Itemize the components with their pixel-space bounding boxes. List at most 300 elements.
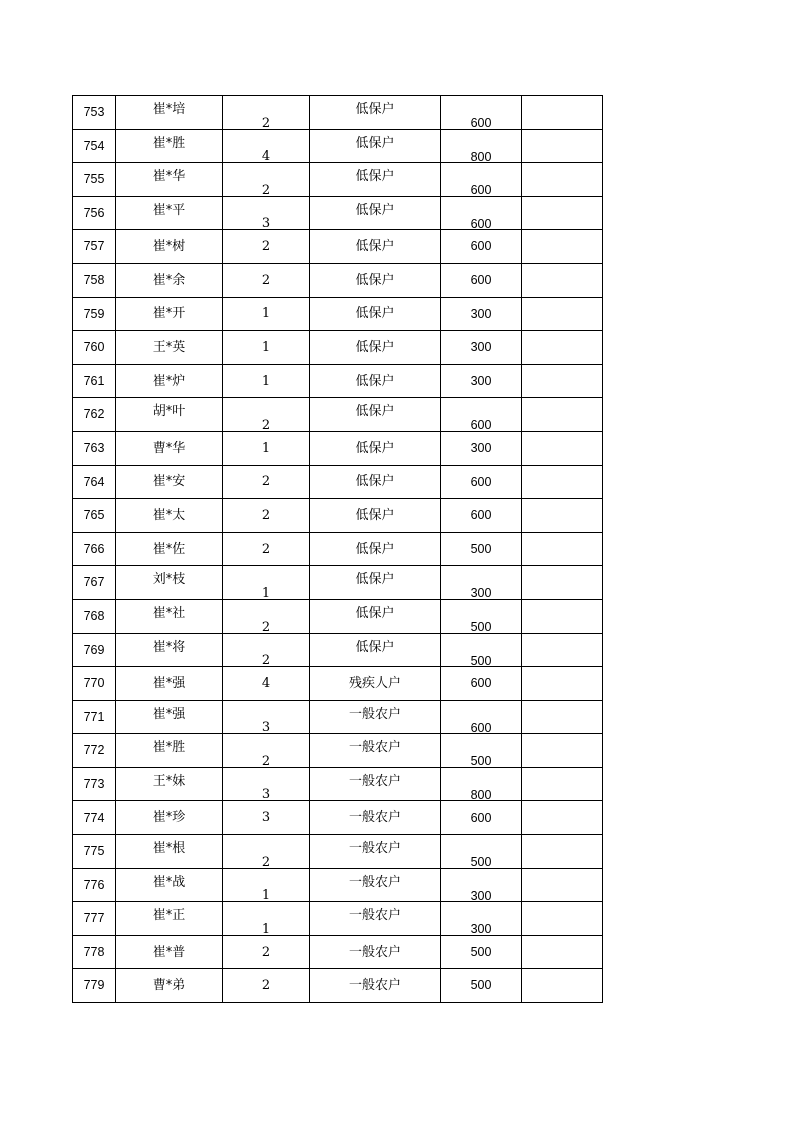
amount-cell-text: 800 (470, 149, 492, 163)
household-size-cell-text: 1 (261, 585, 271, 600)
household-type-cell (310, 566, 441, 600)
name-cell (116, 331, 223, 365)
amount-cell-text: 500 (470, 855, 492, 869)
household-size-cell-text: 1 (261, 373, 271, 389)
row-number-cell-text: 769 (83, 642, 105, 657)
table-row (73, 263, 603, 297)
name-cell-text: 崔*开 (152, 306, 186, 322)
row-number-cell (73, 734, 116, 768)
name-cell-text: 王*妹 (152, 773, 186, 789)
household-size-cell (223, 734, 310, 768)
household-size-cell (223, 599, 310, 633)
household-type-cell-text: 低保户 (355, 639, 395, 655)
amount-cell-text: 300 (470, 922, 492, 936)
row-number-cell (73, 633, 116, 667)
household-type-cell (310, 398, 441, 432)
row-number-cell-text: 766 (83, 541, 105, 556)
household-size-cell-text: 1 (261, 306, 271, 322)
amount-cell (441, 969, 522, 1003)
name-cell-text: 崔*战 (152, 874, 186, 890)
household-size-cell (223, 667, 310, 701)
amount-cell-text: 300 (470, 888, 492, 902)
name-cell (116, 96, 223, 130)
household-type-cell-text: 一般农户 (348, 908, 401, 924)
household-size-cell (223, 398, 310, 432)
name-cell-text: 王*英 (152, 339, 186, 355)
row-number-cell-text: 757 (83, 239, 105, 254)
household-size-cell-text: 2 (261, 182, 271, 197)
amount-cell-text: 500 (470, 653, 492, 667)
name-cell (116, 868, 223, 902)
household-type-cell-text: 低保户 (355, 474, 395, 490)
table-row (73, 767, 603, 801)
table-row (73, 465, 603, 499)
row-number-cell-text: 773 (83, 776, 105, 791)
household-size-cell-text: 1 (261, 339, 271, 355)
household-type-cell (310, 633, 441, 667)
household-size-cell (223, 767, 310, 801)
name-cell-text: 崔*珍 (152, 810, 186, 826)
household-type-cell-text: 低保户 (355, 440, 395, 456)
household-size-cell-text: 1 (261, 440, 271, 456)
amount-cell-text: 600 (470, 183, 492, 197)
amount-cell (441, 767, 522, 801)
household-size-cell (223, 96, 310, 130)
amount-cell-text: 300 (470, 586, 492, 600)
amount-cell (441, 700, 522, 734)
household-type-cell-text: 残疾人户 (348, 675, 401, 691)
table-row (73, 230, 603, 264)
table-row (73, 297, 603, 331)
household-size-cell-text: 2 (261, 239, 271, 255)
name-cell-text: 崔*佐 (152, 541, 186, 557)
name-cell-text: 崔*普 (152, 944, 186, 960)
table-row (73, 902, 603, 936)
row-number-cell (73, 364, 116, 398)
amount-cell-text: 600 (470, 474, 492, 489)
row-number-cell-text: 759 (83, 306, 105, 321)
household-type-cell (310, 331, 441, 365)
table-row (73, 734, 603, 768)
table-row (73, 398, 603, 432)
row-number-cell-text: 772 (83, 743, 105, 758)
amount-cell (441, 566, 522, 600)
household-size-cell (223, 196, 310, 230)
household-size-cell-text: 3 (261, 720, 271, 734)
table-row (73, 364, 603, 398)
household-size-cell (223, 297, 310, 331)
table-row (73, 566, 603, 600)
note-cell (522, 331, 603, 365)
row-number-cell-text: 774 (83, 810, 105, 825)
household-type-cell-text: 低保户 (355, 239, 395, 255)
amount-cell-text: 300 (470, 373, 492, 388)
amount-cell-text: 500 (470, 754, 492, 768)
household-type-cell (310, 163, 441, 197)
row-number-cell-text: 762 (83, 407, 105, 422)
table-row (73, 935, 603, 969)
household-type-cell-text: 一般农户 (348, 773, 401, 789)
name-cell (116, 263, 223, 297)
household-type-cell-text: 一般农户 (348, 810, 401, 826)
note-cell (522, 499, 603, 533)
data-table (72, 95, 603, 1003)
row-number-cell (73, 297, 116, 331)
name-cell (116, 835, 223, 869)
household-size-cell-text: 2 (261, 978, 271, 994)
row-number-cell-text: 761 (83, 373, 105, 388)
name-cell (116, 902, 223, 936)
name-cell (116, 499, 223, 533)
row-number-cell-text: 760 (83, 340, 105, 355)
row-number-cell (73, 801, 116, 835)
name-cell-text: 曹*华 (152, 440, 186, 456)
amount-cell-text: 600 (470, 508, 492, 523)
amount-cell-text: 600 (470, 720, 492, 734)
table-row (73, 163, 603, 197)
household-type-cell-text: 一般农户 (348, 740, 401, 756)
amount-cell (441, 297, 522, 331)
row-number-cell-text: 771 (83, 709, 105, 724)
household-type-cell-text: 低保户 (355, 605, 395, 621)
row-number-cell (73, 230, 116, 264)
household-size-cell (223, 566, 310, 600)
amount-cell-text: 500 (470, 944, 492, 959)
household-size-cell-text: 2 (261, 753, 271, 768)
amount-cell (441, 230, 522, 264)
row-number-cell-text: 756 (83, 205, 105, 220)
row-number-cell (73, 532, 116, 566)
household-size-cell (223, 129, 310, 163)
amount-cell-text: 300 (470, 440, 492, 455)
household-type-cell (310, 969, 441, 1003)
note-cell (522, 700, 603, 734)
row-number-cell-text: 767 (83, 575, 105, 590)
amount-cell (441, 667, 522, 701)
table-row (73, 835, 603, 869)
household-size-cell-text: 4 (261, 675, 271, 691)
row-number-cell (73, 599, 116, 633)
name-cell (116, 969, 223, 1003)
name-cell-text: 崔*强 (152, 706, 186, 722)
household-type-cell (310, 835, 441, 869)
name-cell-text: 崔*将 (152, 639, 186, 655)
household-size-cell (223, 700, 310, 734)
row-number-cell-text: 778 (83, 944, 105, 959)
amount-cell (441, 599, 522, 633)
amount-cell-text: 600 (470, 418, 492, 432)
name-cell-text: 崔*正 (152, 908, 186, 924)
household-size-cell-text: 2 (261, 417, 271, 432)
name-cell-text: 崔*炉 (152, 373, 186, 389)
row-number-cell (73, 969, 116, 1003)
household-type-cell-text: 低保户 (355, 373, 395, 389)
name-cell-text: 崔*太 (152, 507, 186, 523)
note-cell (522, 801, 603, 835)
household-type-cell (310, 196, 441, 230)
row-number-cell-text: 758 (83, 273, 105, 288)
name-cell-text: 崔*华 (152, 169, 186, 185)
note-cell (522, 465, 603, 499)
household-type-cell (310, 667, 441, 701)
household-size-cell (223, 331, 310, 365)
row-number-cell-text: 777 (83, 911, 105, 926)
amount-cell (441, 465, 522, 499)
household-size-cell (223, 499, 310, 533)
household-size-cell (223, 935, 310, 969)
household-size-cell (223, 969, 310, 1003)
household-type-cell (310, 767, 441, 801)
note-cell (522, 767, 603, 801)
name-cell (116, 599, 223, 633)
row-number-cell-text: 755 (83, 172, 105, 187)
household-type-cell (310, 700, 441, 734)
note-cell (522, 129, 603, 163)
amount-cell-text: 500 (470, 541, 492, 556)
household-type-cell-text: 低保户 (355, 202, 395, 218)
row-number-cell (73, 398, 116, 432)
row-number-cell (73, 935, 116, 969)
amount-cell-text: 600 (470, 239, 492, 254)
household-type-cell (310, 431, 441, 465)
amount-cell (441, 398, 522, 432)
amount-cell-text: 600 (470, 676, 492, 691)
household-type-cell-text: 一般农户 (348, 944, 401, 960)
household-type-cell-text: 低保户 (355, 306, 395, 322)
amount-cell (441, 431, 522, 465)
household-size-cell-text: 2 (261, 653, 271, 667)
name-cell (116, 734, 223, 768)
household-size-cell (223, 465, 310, 499)
note-cell (522, 633, 603, 667)
household-type-cell-text: 一般农户 (348, 706, 401, 722)
row-number-cell (73, 331, 116, 365)
household-type-cell (310, 263, 441, 297)
row-number-cell (73, 431, 116, 465)
amount-cell-text: 600 (470, 116, 492, 130)
row-number-cell (73, 667, 116, 701)
household-size-cell (223, 532, 310, 566)
household-size-cell-text: 2 (261, 272, 271, 288)
amount-cell (441, 163, 522, 197)
note-cell (522, 868, 603, 902)
household-type-cell (310, 364, 441, 398)
amount-cell (441, 331, 522, 365)
household-type-cell-text: 低保户 (355, 135, 395, 151)
row-number-cell (73, 465, 116, 499)
table-row (73, 667, 603, 701)
row-number-cell (73, 700, 116, 734)
amount-cell (441, 633, 522, 667)
name-cell (116, 465, 223, 499)
name-cell-text: 刘*枝 (152, 572, 186, 588)
household-type-cell (310, 129, 441, 163)
name-cell (116, 431, 223, 465)
household-type-cell (310, 868, 441, 902)
row-number-cell-text: 763 (83, 440, 105, 455)
row-number-cell (73, 835, 116, 869)
name-cell (116, 667, 223, 701)
household-type-cell-text: 一般农户 (348, 978, 401, 994)
household-type-cell (310, 297, 441, 331)
name-cell (116, 163, 223, 197)
name-cell (116, 532, 223, 566)
name-cell-text: 胡*叶 (152, 404, 186, 420)
household-type-cell (310, 532, 441, 566)
row-number-cell (73, 499, 116, 533)
amount-cell (441, 801, 522, 835)
household-type-cell (310, 935, 441, 969)
household-type-cell-text: 低保户 (355, 339, 395, 355)
table-row (73, 969, 603, 1003)
note-cell (522, 196, 603, 230)
note-cell (522, 364, 603, 398)
household-type-cell-text: 低保户 (355, 404, 395, 420)
name-cell (116, 700, 223, 734)
name-cell (116, 566, 223, 600)
table-row (73, 532, 603, 566)
amount-cell-text: 500 (470, 620, 492, 633)
row-number-cell (73, 868, 116, 902)
household-size-cell (223, 263, 310, 297)
row-number-cell-text: 775 (83, 844, 105, 859)
household-size-cell-text: 4 (261, 149, 271, 163)
row-number-cell (73, 163, 116, 197)
amount-cell (441, 364, 522, 398)
household-size-cell-text: 2 (261, 854, 271, 869)
note-cell (522, 935, 603, 969)
household-size-cell-text: 2 (261, 507, 271, 523)
amount-cell-text: 600 (470, 216, 492, 230)
row-number-cell (73, 129, 116, 163)
household-size-cell (223, 163, 310, 197)
row-number-cell (73, 196, 116, 230)
row-number-cell-text: 754 (83, 138, 105, 153)
note-cell (522, 230, 603, 264)
note-cell (522, 96, 603, 130)
household-size-cell-text: 2 (261, 541, 271, 557)
name-cell-text: 曹*弟 (152, 978, 186, 994)
name-cell-text: 崔*平 (152, 202, 186, 218)
row-number-cell (73, 566, 116, 600)
row-number-cell-text: 779 (83, 978, 105, 993)
note-cell (522, 263, 603, 297)
table-row (73, 633, 603, 667)
amount-cell (441, 96, 522, 130)
household-size-cell (223, 364, 310, 398)
name-cell-text: 崔*余 (152, 272, 186, 288)
name-cell-text: 崔*强 (152, 675, 186, 691)
row-number-cell-text: 770 (83, 676, 105, 691)
amount-cell-text: 300 (470, 340, 492, 355)
household-size-cell-text: 2 (261, 474, 271, 490)
household-type-cell (310, 801, 441, 835)
household-type-cell-text: 低保户 (355, 102, 395, 117)
amount-cell (441, 499, 522, 533)
row-number-cell (73, 767, 116, 801)
name-cell (116, 196, 223, 230)
household-type-cell-text: 低保户 (355, 572, 395, 588)
row-number-cell (73, 96, 116, 130)
name-cell (116, 935, 223, 969)
name-cell-text: 崔*根 (152, 841, 186, 857)
note-cell (522, 835, 603, 869)
household-size-cell-text: 1 (261, 888, 271, 902)
amount-cell-text: 500 (470, 978, 492, 993)
household-type-cell-text: 一般农户 (348, 841, 401, 857)
household-size-cell (223, 835, 310, 869)
household-size-cell-text: 2 (261, 619, 271, 633)
household-size-cell (223, 868, 310, 902)
household-type-cell (310, 465, 441, 499)
name-cell (116, 129, 223, 163)
amount-cell (441, 532, 522, 566)
name-cell (116, 230, 223, 264)
amount-cell (441, 129, 522, 163)
household-size-cell-text: 2 (261, 115, 271, 130)
name-cell-text: 崔*安 (152, 474, 186, 490)
name-cell-text: 崔*社 (152, 605, 186, 621)
household-type-cell (310, 96, 441, 130)
name-cell (116, 801, 223, 835)
household-size-cell (223, 801, 310, 835)
household-type-cell (310, 599, 441, 633)
note-cell (522, 297, 603, 331)
name-cell-text: 崔*树 (152, 239, 186, 255)
row-number-cell-text: 765 (83, 508, 105, 523)
household-size-cell-text: 2 (261, 944, 271, 960)
household-type-cell-text: 低保户 (355, 272, 395, 288)
table-row (73, 868, 603, 902)
row-number-cell-text: 776 (83, 877, 105, 892)
amount-cell (441, 263, 522, 297)
table-row (73, 700, 603, 734)
table-row (73, 331, 603, 365)
name-cell (116, 297, 223, 331)
table-row (73, 196, 603, 230)
table-row (73, 96, 603, 130)
household-type-cell-text: 一般农户 (348, 874, 401, 890)
household-type-cell-text: 低保户 (355, 541, 395, 557)
name-cell (116, 364, 223, 398)
household-size-cell-text: 1 (261, 921, 271, 936)
note-cell (522, 902, 603, 936)
note-cell (522, 969, 603, 1003)
note-cell (522, 163, 603, 197)
amount-cell-text: 300 (470, 306, 492, 321)
household-size-cell-text: 3 (261, 787, 271, 801)
household-type-cell-text: 低保户 (355, 507, 395, 523)
household-type-cell (310, 499, 441, 533)
note-cell (522, 532, 603, 566)
household-size-cell-text: 3 (261, 810, 271, 826)
household-type-cell (310, 734, 441, 768)
table-row (73, 129, 603, 163)
table-row (73, 801, 603, 835)
name-cell-text: 崔*胜 (152, 135, 186, 151)
note-cell (522, 667, 603, 701)
name-cell (116, 633, 223, 667)
amount-cell-text: 600 (470, 810, 492, 825)
amount-cell (441, 734, 522, 768)
name-cell-text: 崔*培 (152, 102, 186, 117)
note-cell (522, 566, 603, 600)
household-type-cell (310, 902, 441, 936)
row-number-cell-text: 768 (83, 608, 105, 623)
amount-cell (441, 868, 522, 902)
name-cell (116, 398, 223, 432)
household-size-cell (223, 230, 310, 264)
